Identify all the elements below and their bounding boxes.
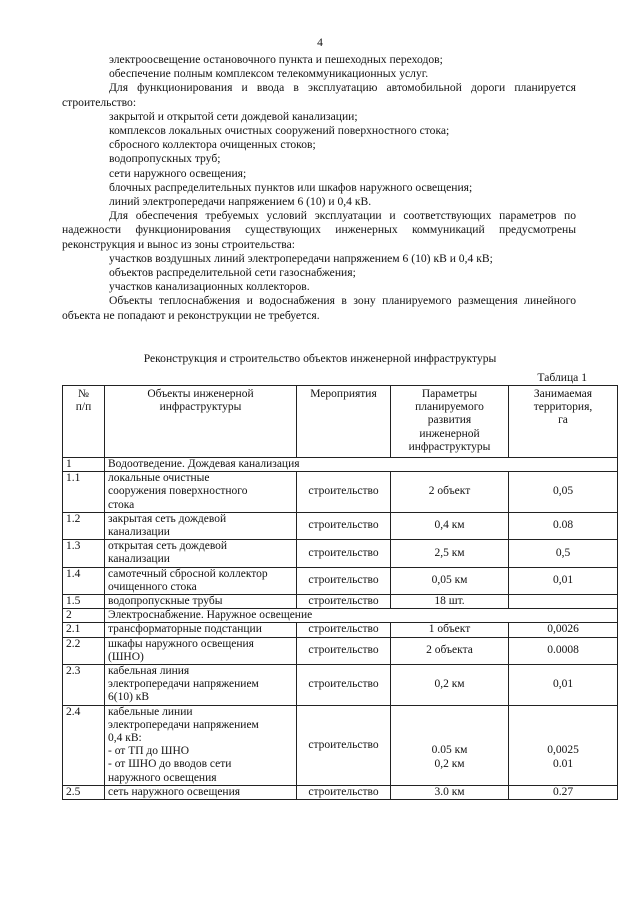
params-cell — [391, 595, 509, 609]
table-row — [63, 785, 618, 799]
area-cell — [509, 665, 618, 706]
cell-line: 0.0008 — [547, 644, 579, 657]
area-cell — [509, 785, 618, 799]
cell-line: 0,01 — [552, 574, 574, 587]
cell-line: самотечный сбросной коллектор — [108, 567, 268, 580]
cell-line: 0,4 км — [434, 519, 465, 532]
cell-line: кабельные линии — [108, 705, 193, 718]
row-number: 2.1 — [63, 623, 105, 637]
row-number: 1 — [63, 458, 105, 472]
section-title: Электроснабжение. Наружное освещение — [105, 609, 618, 623]
cell-line: развития — [427, 414, 472, 427]
paragraph: Для функционирования и ввода в эксплуатацию автомобильной дороги планируется строительство: — [62, 81, 576, 109]
page-number: 4 — [317, 37, 323, 49]
cell-line: электропередачи напряжением — [108, 718, 259, 731]
section-title: Водоотведение. Дождевая канализация — [105, 458, 618, 472]
table-row — [63, 595, 618, 609]
cell-line: инфраструктуры — [159, 401, 242, 414]
table-row — [63, 623, 618, 637]
row-number: 1.5 — [63, 595, 105, 609]
paragraph: обеспечение полным комплексом телекоммуникационных услуг. — [109, 67, 429, 81]
cell-line: кабельная линия — [108, 665, 190, 678]
params-cell — [391, 567, 509, 594]
table-row — [63, 512, 618, 539]
cell-line: 0,2 км — [434, 678, 465, 691]
infrastructure-table — [62, 385, 618, 800]
action-cell: строительство — [297, 785, 391, 799]
cell-line: 0,05 — [552, 485, 574, 498]
params-cell — [391, 785, 509, 799]
cell-line: сооружения поверхностного — [108, 485, 248, 498]
header-object — [105, 386, 297, 458]
cell-line: локальные очистные — [108, 472, 210, 485]
header-area — [509, 386, 618, 458]
params-cell — [391, 540, 509, 567]
row-number: 2.4 — [63, 705, 105, 785]
cell-line: очищенного стока — [108, 580, 197, 593]
row-number: 2.2 — [63, 637, 105, 664]
cell-line: п/п — [75, 401, 92, 414]
header-params — [391, 386, 509, 458]
row-number: 1.4 — [63, 567, 105, 594]
paragraph: сбросного коллектора очищенных стоков; — [109, 138, 316, 152]
cell-line: 2,5 км — [434, 546, 465, 559]
cell-line: инженерной — [419, 427, 480, 440]
paragraph: комплексов локальных очистных сооружений поверхностного стока; — [109, 124, 450, 138]
cell-line: 2 объект — [428, 485, 471, 498]
action-cell: строительство — [297, 540, 391, 567]
paragraph: закрытой и открытой сети дождевой канализации; — [109, 109, 358, 123]
cell-line: 1 объект — [428, 623, 471, 636]
cell-line: 0,05 км — [431, 574, 468, 587]
table-row — [63, 472, 618, 513]
row-number: 2.5 — [63, 785, 105, 799]
params-cell — [391, 623, 509, 637]
row-number: 2.3 — [63, 665, 105, 706]
paragraph: объектов распределительной сети газоснабжения; — [109, 266, 356, 280]
header-number — [63, 386, 105, 458]
cell-line: 0.01 — [552, 757, 574, 770]
row-number: 1.3 — [63, 540, 105, 567]
cell-line: открытая сеть дождевой — [108, 540, 228, 553]
cell-line: закрытая сеть дождевой — [108, 512, 227, 525]
area-cell — [509, 512, 618, 539]
area-cell — [509, 623, 618, 637]
paragraph: Для обеспечения требуемых условий эксплуатации и соответствующих параметров по надежности функционирования существующих инженерных коммуникаций предусмотрены реконструкция и вынос из зоны строительства: — [62, 209, 576, 251]
cell-line: 0,01 — [552, 678, 574, 691]
paragraph: участков канализационных коллекторов. — [109, 280, 310, 294]
object-cell — [105, 785, 297, 799]
table-section-row — [63, 609, 618, 623]
row-number: 2 — [63, 609, 105, 623]
paragraph: линий электропередачи напряжением 6 (10) и 0,4 кВ. — [109, 195, 372, 209]
body-text — [62, 53, 576, 323]
cell-line: наружного освещения — [108, 771, 217, 784]
cell-line: шкафы наружного освещения — [108, 637, 254, 650]
table-header-row — [63, 386, 618, 458]
cell-line: № — [78, 388, 89, 400]
cell-line: электропередачи напряжением — [108, 678, 259, 691]
area-cell — [509, 705, 618, 785]
paragraph: водопропускных труб; — [109, 152, 221, 166]
table-title: Реконструкция и строительство объектов инженерной инфраструктуры — [143, 352, 497, 365]
object-cell — [105, 665, 297, 706]
table-row — [63, 540, 618, 567]
params-cell — [391, 665, 509, 706]
paragraph: участков воздушных линий электропередачи напряжением 6 (10) кВ и 0,4 кВ; — [109, 251, 493, 265]
paragraph: Объекты теплоснабжения и водоснабжения в зону планируемого размещения линейного объекта не попадают и реконструкции не требуется. — [62, 294, 576, 322]
action-cell: строительство — [297, 567, 391, 594]
object-cell — [105, 595, 297, 609]
cell-line: (ШНО) — [108, 650, 144, 663]
row-number: 1.1 — [63, 472, 105, 513]
area-cell — [509, 567, 618, 594]
area-cell — [509, 472, 618, 513]
cell-line: 0,0026 — [547, 623, 579, 636]
cell-line: водопропускные трубы — [108, 595, 223, 608]
cell-line: - от ШНО до вводов сети — [108, 758, 232, 771]
cell-line: Параметры — [421, 388, 478, 400]
cell-line: га — [558, 414, 568, 427]
cell-line: Объекты инженерной — [147, 388, 254, 400]
cell-line: 2 объекта — [426, 644, 473, 657]
table-row — [63, 567, 618, 594]
cell-line: стока — [108, 498, 135, 511]
object-cell — [105, 705, 297, 785]
cell-line: сеть наружного освещения — [108, 785, 241, 798]
paragraph: блочных распределительных пунктов или шкафов наружного освещения; — [109, 180, 473, 194]
object-cell — [105, 540, 297, 567]
cell-line: территория, — [533, 401, 593, 414]
area-cell — [509, 637, 618, 664]
object-cell — [105, 472, 297, 513]
object-cell — [105, 567, 297, 594]
row-number: 1.2 — [63, 512, 105, 539]
header-action — [297, 386, 391, 458]
action-cell: строительство — [297, 472, 391, 513]
cell-line: 6(10) кВ — [108, 691, 150, 704]
action-cell: строительство — [297, 623, 391, 637]
area-cell — [509, 540, 618, 567]
table-row — [63, 637, 618, 664]
action-cell: строительство — [297, 665, 391, 706]
cell-line: планируемого — [415, 401, 484, 414]
cell-line: 0,5 — [555, 546, 571, 559]
cell-line: канализации — [108, 526, 170, 539]
table-label: Таблица 1 — [537, 371, 587, 384]
cell-line: 0,0025 — [547, 744, 579, 757]
action-cell: строительство — [297, 637, 391, 664]
params-cell — [391, 637, 509, 664]
table-row — [63, 665, 618, 706]
cell-line: Занимаемая — [533, 388, 593, 400]
cell-line: 0,2 км — [434, 757, 465, 770]
cell-line: инфраструктуры — [408, 440, 491, 453]
paragraph: электроосвещение остановочного пункта и пешеходных переходов; — [109, 53, 443, 66]
table-section-row — [63, 458, 618, 472]
object-cell — [105, 623, 297, 637]
cell-line: Мероприятия — [310, 388, 377, 400]
cell-line: 0.08 — [552, 519, 574, 532]
area-cell — [509, 595, 618, 609]
cell-line: 0.05 км — [431, 744, 468, 757]
cell-line: 0.27 — [552, 785, 574, 798]
cell-line: канализации — [108, 553, 170, 566]
paragraph: сети наружного освещения; — [109, 166, 247, 180]
cell-line: - от ТП до ШНО — [108, 745, 190, 758]
action-cell: строительство — [297, 705, 391, 785]
cell-line: 18 шт. — [434, 595, 465, 608]
table-row — [63, 705, 618, 785]
object-cell — [105, 512, 297, 539]
cell-line: 0,4 кВ: — [108, 732, 142, 745]
cell-line: 3.0 км — [434, 785, 465, 798]
params-cell — [391, 512, 509, 539]
params-cell — [391, 472, 509, 513]
object-cell — [105, 637, 297, 664]
action-cell: строительство — [297, 512, 391, 539]
params-cell — [391, 705, 509, 785]
cell-line: трансформаторные подстанции — [108, 623, 262, 636]
action-cell: строительство — [297, 595, 391, 609]
